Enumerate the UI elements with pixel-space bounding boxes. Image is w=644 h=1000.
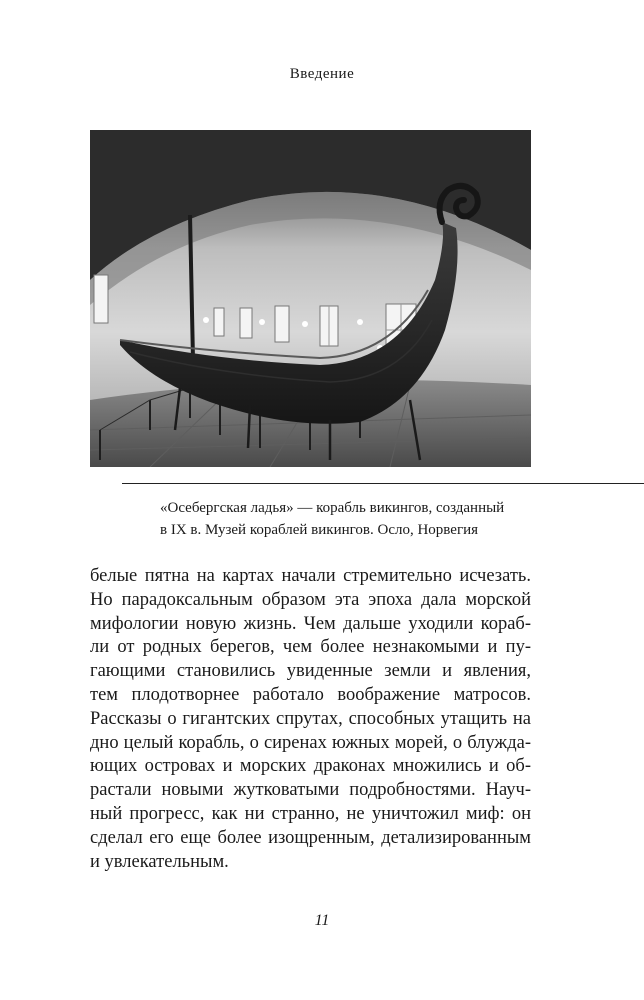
text-line: белые пятна на картах начали стремительно исчезать.: [90, 566, 531, 586]
viking-ship-photo: [90, 130, 531, 467]
body-paragraph: [90, 565, 531, 874]
text-line: ный прогресс, как ни странно, не уничтожил миф: он: [90, 803, 531, 824]
caption-line: «Осебергская ладья» — корабль викингов, созданный: [160, 500, 505, 516]
text-line: ющих островах и морских драконах множились и об-: [90, 756, 531, 777]
text-line: сделал его еще более изощренным, детализированным: [90, 827, 531, 848]
running-head: Введение: [289, 66, 355, 82]
text-line: гающими становились увиденные земли и явления,: [90, 661, 531, 682]
text-line: и увлекательным.: [90, 851, 229, 872]
text-line: растали новыми жутковатыми подробностями. Науч-: [90, 780, 531, 801]
text-line: Но парадоксальным образом эта эпоха дала морской: [90, 589, 531, 610]
text-line: Рассказы о гигантских спрутах, способных утащить на: [90, 708, 531, 729]
text-line: мифологии новую жизнь. Чем дальше уходили кораб-: [90, 613, 531, 634]
figure-caption: [160, 497, 540, 541]
text-line: тем плодотворнее работало воображение матросов.: [90, 684, 531, 705]
caption-line: в IX в. Музей кораблей викингов. Осло, Норвегия: [160, 522, 479, 538]
text-line: ли от родных берегов, чем более незнакомыми и пу-: [90, 637, 531, 658]
caption-rule: [122, 483, 644, 484]
page-number: 11: [314, 912, 330, 929]
text-line: дно целый корабль, о сиренах южных морей, о блужда-: [90, 732, 531, 753]
